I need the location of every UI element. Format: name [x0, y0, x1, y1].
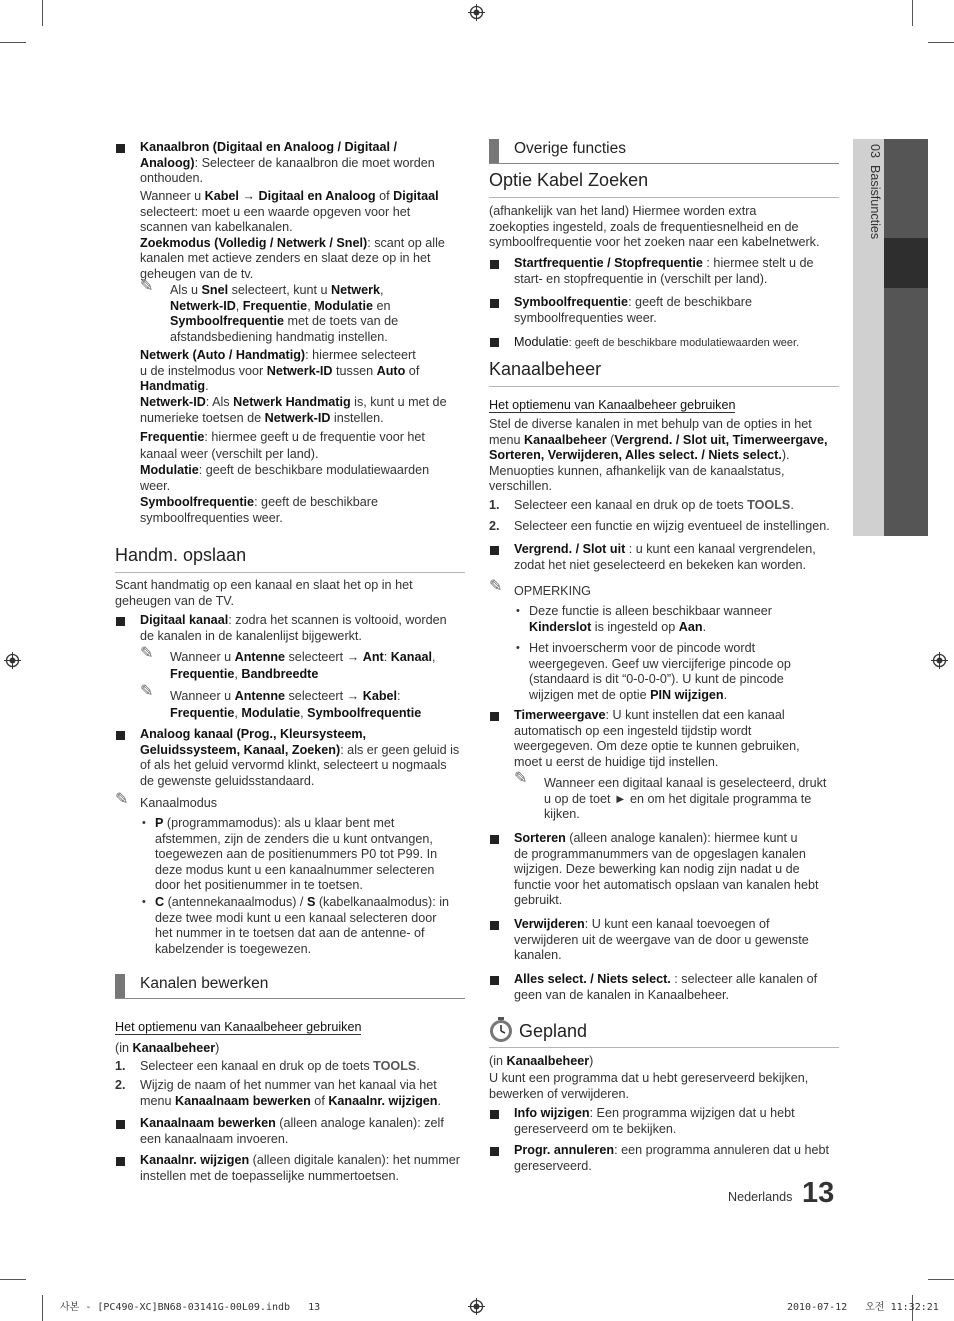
gepland-intro: U kunt een programma dat u hebt gereserveerd bekijken, bewerken of verwijderen.	[489, 1071, 809, 1101]
crop-mark	[912, 0, 913, 26]
p-mode-item: P (programmamodus): als u klaar bent met afstemmen, zijn de zenders die u kunt ontvangen, toegewezen aan de positienummers P0 tot P99. In deze modus kunt u een kanaalnummer selecteren door het positienummer in te toetsen.	[155, 816, 438, 892]
opmerking-label: OPMERKING	[514, 584, 591, 598]
netwerk-paragraph: Netwerk (Auto / Handmatig): hiermee selecteert u de instelmodus voor Netwerk-ID tussen Auto of Handmatig.	[140, 348, 420, 393]
heading-rule	[115, 572, 465, 573]
symboolfrequentie-paragraph: Symboolfrequentie: geeft de beschikbare symboolfrequenties weer.	[140, 495, 378, 525]
bullet-square	[116, 144, 125, 153]
heading-rule	[489, 197, 839, 198]
note-pencil-icon: ✎	[489, 578, 503, 595]
page-number: 13	[802, 1177, 835, 1209]
note-pencil-icon: ✎	[140, 278, 154, 295]
bullet-square	[116, 1157, 125, 1166]
side-tab-active	[884, 238, 928, 288]
analoog-kanaal-item: Analoog kanaal (Prog., Kleursysteem, Geluidssysteem, Kanaal, Zoeken): als er geen geluid is of als het geluid vervormd klinkt, selecteert u nogmaals de gewenste geluidsstandaard.	[140, 727, 460, 788]
heading-rule	[489, 386, 839, 387]
modulatie-paragraph: Modulatie: geeft de beschikbare modulatiewaarden weer.	[140, 463, 430, 493]
kanaalbron-item: Kanaalbron (Digitaal en Analoog / Digitaal / Analoog): Selecteer de kanaalbron die moet worden onthouden.	[140, 140, 435, 185]
handm-intro: Scant handmatig op een kanaal en slaat het op in het geheugen van de TV.	[115, 578, 413, 608]
antenne-note-1: Wanneer u Antenne selecteert → Ant: Kanaal, Frequentie, Bandbreedte	[170, 650, 436, 681]
note-kinderslot: Deze functie is alleen beschikbaar wanneer Kinderslot is ingesteld op Aan.	[529, 604, 772, 634]
side-tab-dark	[884, 139, 928, 536]
verwijderen-item: Verwijderen: U kunt een kanaal toevoegen of verwijderen uit de weergave van de door u gewenste kanalen.	[514, 917, 809, 962]
bullet-square	[490, 1147, 499, 1156]
gepland-in: (in Kanaalbeheer)	[489, 1054, 594, 1068]
registration-mark-icon	[468, 1298, 485, 1315]
print-date: 2010-07-12 오전 11:32:21	[787, 1302, 939, 1313]
bullet-square	[490, 835, 499, 844]
frequentie-paragraph: Frequentie: hiermee geeft u de frequentie voor het kanaal weer (verschilt per land).	[140, 430, 425, 461]
registration-mark-icon	[4, 652, 21, 669]
bullet-square	[116, 1120, 125, 1129]
digitaal-kanaal-item: Digitaal kanaal: zodra het scannen is voltooid, worden de kanalen in de kanalenlijst bijgewerkt.	[140, 613, 447, 643]
note-pincode: Het invoerscherm voor de pincode wordt weergegeven. Geef uw viercijferige pincode op (standaard is dit “0-0-0-0”). U kunt de pincode wijzigen met de optie PIN wijzigen.	[529, 641, 791, 702]
note-pencil-icon: ✎	[140, 683, 154, 700]
bullet-square	[490, 921, 499, 930]
chapter-number: 03	[868, 144, 882, 159]
bullet-square	[490, 338, 499, 347]
bullet-square	[116, 731, 125, 740]
heading-rule	[489, 1047, 839, 1048]
kanaalbeheer-intro: Stel de diverse kanalen in met behulp van de opties in het menu Kanaalbeheer (Vergrend. / Slot uit, Timerweergave, Sorteren, Verwijderen, Alles select. / Niets select.). Menuopties kunnen, afhankelijk van de kanaalstatus, verschillen.	[489, 417, 828, 493]
bullet-square	[490, 976, 499, 985]
step-number: 2.	[489, 519, 500, 533]
bewerken-in: (in Kanaalbeheer)	[115, 1041, 220, 1055]
crop-mark	[42, 0, 43, 26]
section-heading-kanaalbeheer: Kanaalbeheer	[489, 359, 602, 379]
note-pencil-icon: ✎	[115, 791, 129, 808]
crop-mark	[928, 1279, 954, 1280]
crop-mark	[928, 42, 954, 43]
progr-annuleren-item: Progr. annuleren: een programma annuleren dat u hebt gereserveerd.	[514, 1143, 830, 1173]
bullet-dot: •	[142, 896, 146, 908]
timerweergave-item: Timerweergave: U kunt instellen dat een kanaal automatisch op een ingesteld tijdstip wordt weergegeven. Om deze optie te kunnen gebruiken, moet u eerst de huidige tijd instellen.	[514, 708, 800, 769]
beheer-step-2: Selecteer een functie en wijzig eventueel de instellingen.	[514, 519, 830, 533]
section-bar-block	[115, 974, 125, 998]
sorteren-item: Sorteren (alleen analoge kanalen): hiermee kunt u de programmanummers van de opgeslagen kanalen wijzigen. Deze bewerking kan nodig zijn nadat u de functie voor het automatisch opslaan van kanalen hebt gebruikt.	[514, 831, 819, 907]
symboolfrequentie-item: Symboolfrequentie: geeft de beschikbare symboolfrequenties weer.	[514, 295, 752, 325]
section-title: Kanalen bewerken	[140, 975, 269, 992]
note-pencil-icon: ✎	[514, 770, 528, 787]
c-s-mode-item: C (antennekanaalmodus) / S (kabelkanaalmodus): in deze twee modi kunt u een kanaal selecteren door het nummer in te toetsen dat aan de antenne- of kabelzender is toegewezen.	[155, 895, 450, 956]
chapter-title: Basisfuncties	[868, 165, 882, 240]
kanaalmodus-label: Kanaalmodus	[140, 796, 218, 810]
snel-note: Als u Snel selecteert, kunt u Netwerk, Netwerk-ID, Frequentie, Modulatie en Symboolfrequentie met de toets van de afstandsbediening handmatig instellen.	[170, 283, 399, 344]
step-number: 1.	[115, 1059, 126, 1073]
bullet-dot: •	[142, 817, 146, 829]
footer-language: Nederlands	[728, 1190, 793, 1204]
alles-select-item: Alles select. / Niets select. : selecteer alle kanalen of geen van de kanalen in Kanaalbeheer.	[514, 972, 818, 1002]
section-title: Overige functies	[514, 140, 626, 157]
netwerk-id-paragraph: Netwerk-ID: Als Netwerk Handmatig is, kunt u met de numerieke toetsen de Netwerk-ID instellen.	[140, 395, 447, 425]
vergrend-item: Vergrend. / Slot uit : u kunt een kanaal vergrendelen, zodat het niet geselecteerd en bekeken kan worden.	[514, 542, 816, 572]
bullet-square	[116, 617, 125, 626]
print-file-info: 사본 - [PC490-XC]BN68-03141G-00L09.indb 13	[60, 1302, 321, 1313]
bullet-square	[490, 299, 499, 308]
bullet-square	[490, 546, 499, 555]
subheading: Het optiemenu van Kanaalbeheer gebruiken	[489, 398, 736, 412]
start-stop-item: Startfrequentie / Stopfrequentie : hiermee stelt u de start- en stopfrequentie in (verschilt per land).	[514, 256, 814, 286]
bullet-dot: •	[516, 605, 520, 617]
beheer-step-1: Selecteer een kanaal en druk op de toets TOOLS.	[514, 498, 794, 512]
section-bar-overige-functies	[489, 139, 839, 164]
antenne-note-2: Wanneer u Antenne selecteert → Kabel: Frequentie, Modulatie, Symboolfrequentie	[170, 689, 422, 720]
modulatie-item: Modulatie: geeft de beschikbare modulatiewaarden weer.	[514, 335, 800, 349]
section-heading-optie-kabel-zoeken: Optie Kabel Zoeken	[489, 170, 649, 190]
crop-mark	[0, 42, 26, 43]
bewerken-step-2: Wijzig de naam of het nummer van het kanaal via het menu Kanaalnaam bewerken of Kanaalnr. wijzigen.	[140, 1078, 442, 1108]
registration-mark-icon	[931, 652, 948, 669]
clock-icon	[489, 1017, 513, 1043]
section-heading-handm-opslaan: Handm. opslaan	[115, 545, 247, 565]
bewerken-step-1: Selecteer een kanaal en druk op de toets TOOLS.	[140, 1059, 420, 1073]
optie-intro: (afhankelijk van het land) Hiermee worden extra zoekopties ingesteld, zoals de frequentiesnelheid en de symboolfrequentie voor het zoeken naar een kabelnetwerk.	[489, 204, 820, 249]
crop-mark	[42, 1295, 43, 1321]
bullet-square	[490, 260, 499, 269]
side-tab-label	[867, 144, 883, 239]
step-number: 1.	[489, 498, 500, 512]
bullet-dot: •	[516, 642, 520, 654]
crop-mark	[0, 1279, 26, 1280]
subheading: Het optiemenu van Kanaalbeheer gebruiken	[115, 1020, 362, 1034]
kabel-paragraph: Wanneer u Kabel → Digitaal en Analoog of Digitaal selecteert: moet u een waarde opgeven voor het scannen van kabelkanalen. Zoekmodus (Volledig / Netwerk / Snel): scant op alle kanalen met actieve zenders en slaat deze op in het geheugen van de tv.	[140, 189, 445, 281]
section-bar-block	[489, 139, 499, 163]
section-bar-kanalen-bewerken	[115, 974, 465, 999]
step-number: 2.	[115, 1078, 126, 1092]
note-pencil-icon: ✎	[140, 645, 154, 662]
kanaalnaam-bewerken-item: Kanaalnaam bewerken (alleen analoge kanalen): zelf een kanaalnaam invoeren.	[140, 1116, 444, 1146]
registration-mark-icon	[468, 4, 485, 21]
kanaalnr-wijzigen-item: Kanaalnr. wijzigen (alleen digitale kanalen): het nummer instellen met de toepasselijke nummertoetsen.	[140, 1153, 460, 1183]
timer-note: Wanneer een digitaal kanaal is geselecteerd, drukt u op de toet ► en om het digitale programma te kijken.	[544, 776, 827, 821]
bullet-square	[490, 712, 499, 721]
section-heading-gepland: Gepland	[519, 1021, 588, 1041]
info-wijzigen-item: Info wijzigen: Een programma wijzigen dat u hebt gereserveerd om te bekijken.	[514, 1106, 795, 1136]
bullet-square	[490, 1110, 499, 1119]
